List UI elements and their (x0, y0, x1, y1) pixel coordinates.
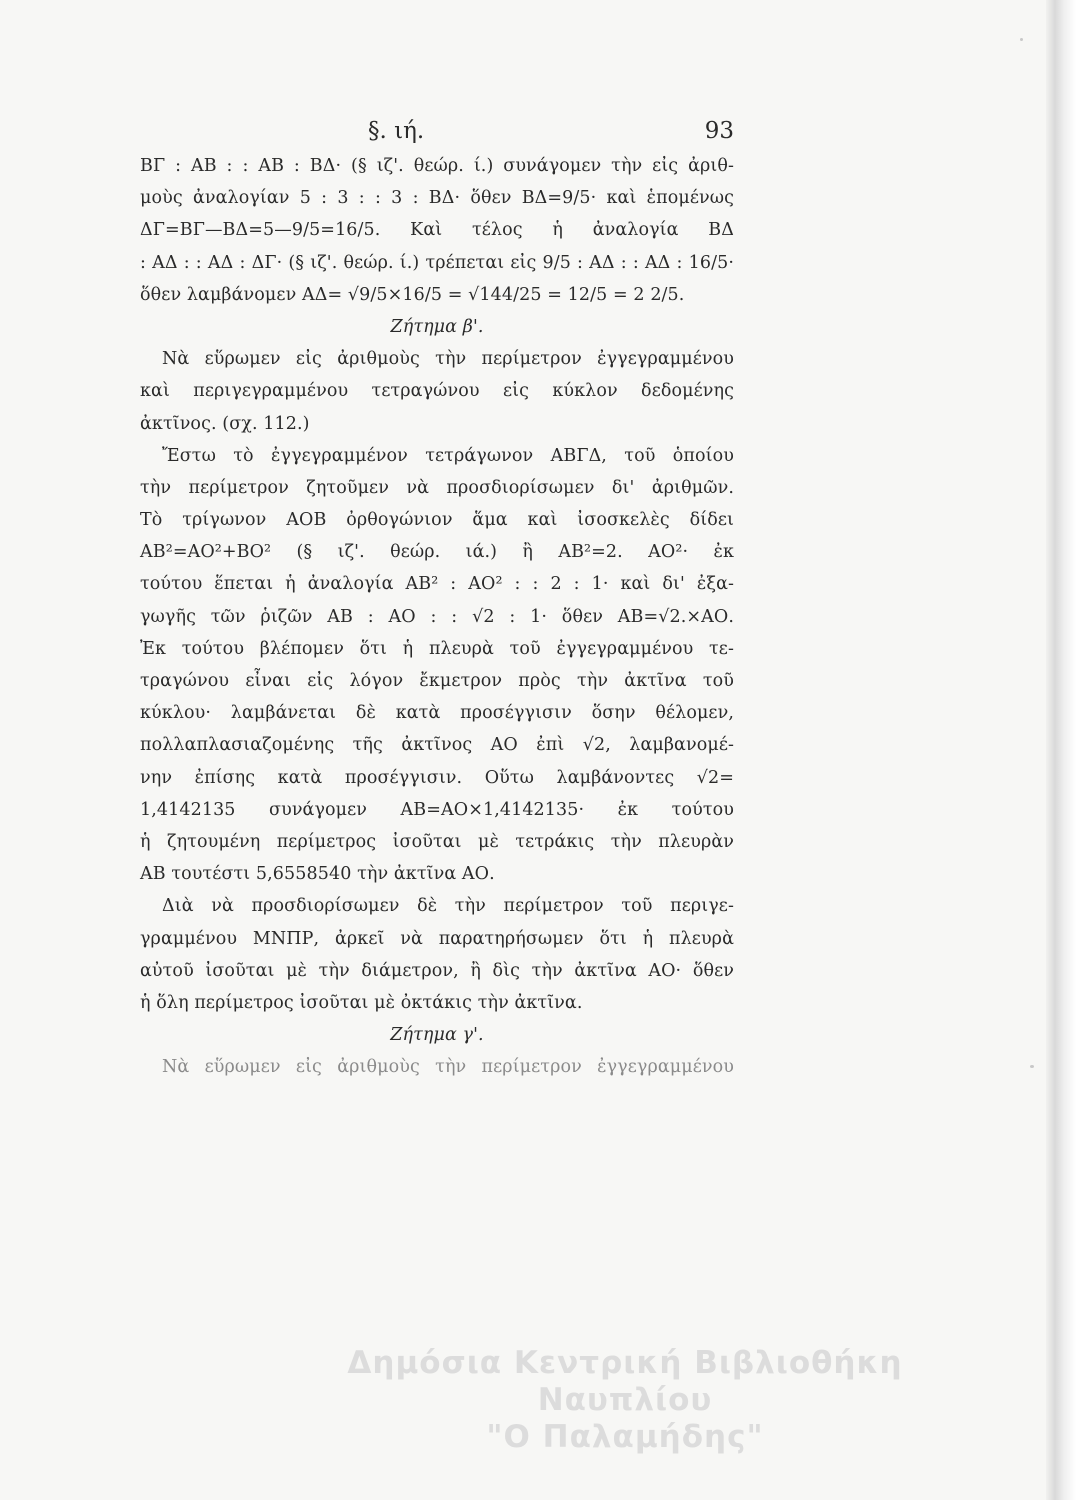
text-line: τὴν περίμετρον ζητοῦμεν νὰ προσδιορίσωμεν δι' ἀριθμῶν. (140, 477, 734, 498)
text-line: : ΑΔ : : ΑΔ : ΔΓ· (§ ιζ'. θεώρ. ί.) τρέπεται εἰς 9/5 : ΑΔ : : ΑΔ : 16/5· (140, 252, 734, 273)
page-header (140, 118, 734, 148)
text-line: Νὰ εὕρωμεν εἰς ἀριθμοὺς τὴν περίμετρον ἐγγεγραμμένου (162, 1057, 734, 1078)
section-mark: §. ιή. (368, 118, 425, 144)
text-line: κύκλου· λαμβάνεται δὲ κατὰ προσέγγισιν ὅσην θέλομεν, (140, 703, 734, 724)
text-line: Νὰ εὕρωμεν εἰς ἀριθμοὺς τὴν περίμετρον ἐγγεγραμμένου (162, 349, 734, 370)
text-line: πολλαπλασιαζομένης τῆς ἀκτῖνος ΑΟ ἐπὶ √2, λαμβανομέ- (140, 735, 734, 756)
text-line: 1,4142135 συνάγομεν ΑΒ=ΑΟ×1,4142135· ἐκ τούτου (140, 799, 734, 820)
text-line: ἡ ὅλη περίμετρος ἰσοῦται μὲ ὀκτάκις τὴν ἀκτῖνα. (140, 992, 583, 1013)
text-line: αὐτοῦ ἰσοῦται μὲ τὴν διάμετρον, ἢ δὶς τὴν ἀκτῖνα ΑΟ· ὅθεν (140, 960, 734, 981)
text-line: ΑΒ²=ΑΟ²+ΒΟ² (§ ιζ'. θεώρ. ιά.) ἢ ΑΒ²=2. ΑΟ²· ἐκ (140, 542, 734, 563)
problem-heading: Ζήτημα γ'. (390, 1025, 484, 1046)
text-line: τούτου ἕπεται ἡ ἀναλογία ΑΒ² : ΑΟ² : : 2 : 1· καὶ δι' ἐξα- (140, 574, 734, 595)
text-line: καὶ περιγεγραμμένου τετραγώνου εἰς κύκλον δεδομένης (140, 381, 734, 402)
library-watermark (255, 1345, 995, 1456)
text-line: νην ἐπίσης κατὰ προσέγγισιν. Οὕτω λαμβάνοντες √2= (140, 767, 734, 788)
text-line: ΒΓ : ΑΒ : : ΑΒ : ΒΔ· (§ ιζ'. θεώρ. ί.) συνάγομεν τὴν εἰς ἀριθ- (140, 156, 734, 176)
text-line: ἀκτῖνος. (σχ. 112.) (140, 413, 310, 434)
text-line: Ἔστω τὸ ἐγγεγραμμένον τετράγωνον ΑΒΓΔ, τοῦ ὁποίου (162, 445, 734, 466)
text-line: Διὰ νὰ προσδιορίσωμεν δὲ τὴν περίμετρον τοῦ περιγε- (162, 896, 734, 917)
page-edge (1046, 0, 1076, 1500)
text-line: μοὺς ἀναλογίαν 5 : 3 : : 3 : ΒΔ· ὅθεν ΒΔ=9/5· καὶ ἑπομένως (140, 188, 734, 209)
text-line: ἡ ζητουμένη περίμετρος ἰσοῦται μὲ τετράκις τὴν πλευρὰν (140, 831, 734, 852)
text-line: γραμμένου ΜΝΠΡ, ἀρκεῖ νὰ παρατηρήσωμεν ὅτι ἡ πλευρὰ (140, 928, 734, 949)
text-line: Τὸ τρίγωνον ΑΟΒ ὀρθογώνιον ἅμα καὶ ἰσοσκελὲς δίδει (140, 510, 734, 531)
watermark-line: Δημόσια Κεντρική Βιβλιοθήκη Ναυπλίου (347, 1345, 903, 1418)
text-line: Ἐκ τούτου βλέπομεν ὅτι ἡ πλευρὰ τοῦ ἐγγεγραμμένου τε- (140, 638, 734, 659)
body-text (140, 150, 734, 1083)
text-line: γωγῆς τῶν ῥιζῶν ΑΒ : ΑΟ : : √2 : 1· ὅθεν ΑΒ=√2.×ΑΟ. (140, 606, 734, 627)
page-number: 93 (704, 118, 734, 144)
paper-speck (1030, 1065, 1034, 1068)
text-line: ΔΓ=ΒΓ—ΒΔ=5—9/5=16/5. Καὶ τέλος ἡ ἀναλογία ΒΔ (140, 220, 734, 241)
text-line: τραγώνου εἶναι εἰς λόγον ἔκμετρον πρὸς τὴν ἀκτῖνα τοῦ (140, 671, 734, 691)
watermark-line: "Ο Παλαμήδης" (486, 1419, 764, 1455)
text-line: ὅθεν λαμβάνομεν ΑΔ= √9/5×16/5 = √144/25 = 12/5 = 2 2/5. (140, 284, 685, 305)
text-line: ΑΒ τουτέστι 5,6558540 τὴν ἀκτῖνα ΑΟ. (140, 864, 495, 885)
paper-speck (1020, 38, 1023, 41)
problem-heading: Ζήτημα β'. (390, 316, 484, 337)
